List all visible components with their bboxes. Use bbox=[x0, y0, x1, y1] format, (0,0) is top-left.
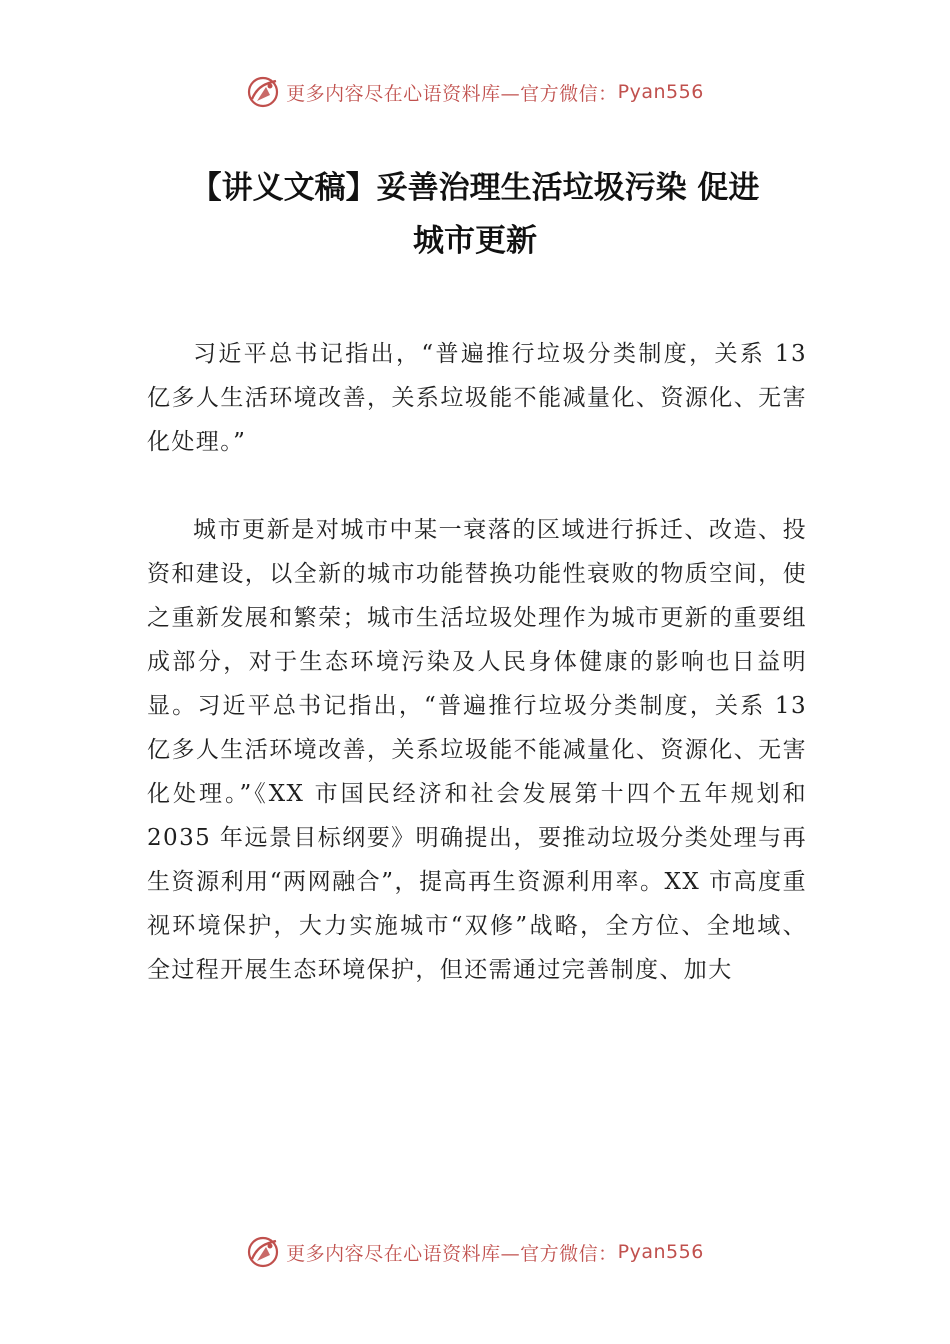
paragraph-2: 城市更新是对城市中某一衰落的区域进行拆迁、改造、投资和建设，以全新的城市功能替换功能性衰败的物质空间，使之重新发展和繁荣；城市生活垃圾处理作为城市更新的重要组成部分，对于生态环境污染及人民身体健康的影响也日益明显。习近平总书记指出，“普遍推行垃圾分类制度，关系 13 亿多人生活环境改善，关系垃圾能不能减量化、资源化、无害化处理。”《XX 市国民经济和社会发展第十四个五年规划和 2035 年远景目标纲要》明确提出，要推动垃圾分类处理与再生资源利用“两网融合”，提高再生资源利用率。XX 市高度重视环境保护，大力实施城市“双修”战略，全方位、全地域、全过程开展生态环境保护，但还需通过完善制度、加大 bbox=[147, 517, 807, 983]
logo-icon bbox=[246, 1235, 280, 1269]
header-banner bbox=[0, 72, 950, 112]
header-banner-text: 更多内容尽在心语资料库—官方微信： bbox=[286, 82, 618, 105]
paragraph-1: 习近平总书记指出，“普遍推行垃圾分类制度，关系 13 亿多人生活环境改善，关系垃圾能不能减量化、资源化、无害化处理。” bbox=[147, 341, 807, 455]
logo-icon bbox=[246, 75, 280, 109]
document-title bbox=[120, 162, 830, 268]
footer-banner-text: 更多内容尽在心语资料库—官方微信： bbox=[286, 1242, 618, 1265]
title-line-2: 城市更新 bbox=[413, 223, 537, 259]
footer-wechat-id: Pyan556 bbox=[617, 1241, 704, 1263]
header-wechat-id: Pyan556 bbox=[617, 81, 704, 103]
title-line-1: 【讲义文稿】妥善治理生活垃圾污染 促进 bbox=[190, 170, 760, 206]
footer-banner bbox=[0, 1232, 950, 1272]
